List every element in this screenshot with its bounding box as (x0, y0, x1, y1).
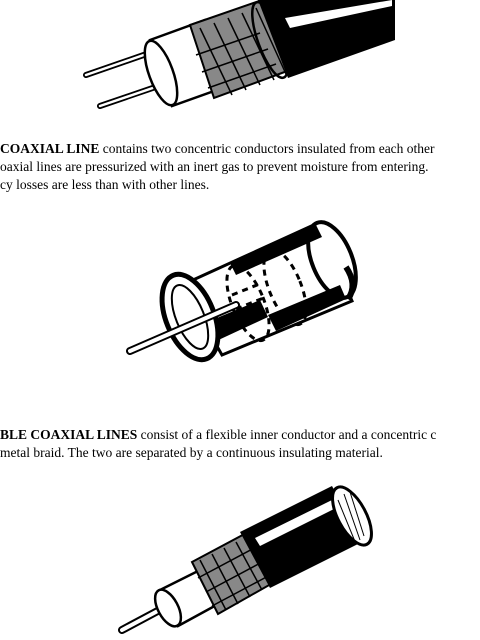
paragraph-1-line-1: contains two concentric conductors insulated from each other (99, 141, 435, 156)
description-rigid-coaxial-line (0, 140, 480, 194)
term-coaxial-line: COAXIAL LINE (0, 141, 100, 156)
rigid-coaxial-line-illustration (0, 205, 480, 380)
paragraph-2-line-1: consist of a flexible inner conductor and a concentric c (137, 427, 437, 442)
flexible-coaxial-cable-illustration (0, 480, 480, 640)
paragraph-1-line-2: oaxial lines are pressurized with an inert gas to prevent moisture from entering. (0, 159, 429, 174)
paragraph-1-line-3: cy losses are less than with other lines. (0, 177, 210, 192)
cable-illustration-top (0, 0, 480, 125)
term-flexible-coaxial-lines: BLE COAXIAL LINES (0, 427, 138, 442)
paragraph-2-line-2: metal braid. The two are separated by a continuous insulating material. (0, 445, 383, 460)
description-flexible-coaxial-lines (0, 426, 480, 462)
